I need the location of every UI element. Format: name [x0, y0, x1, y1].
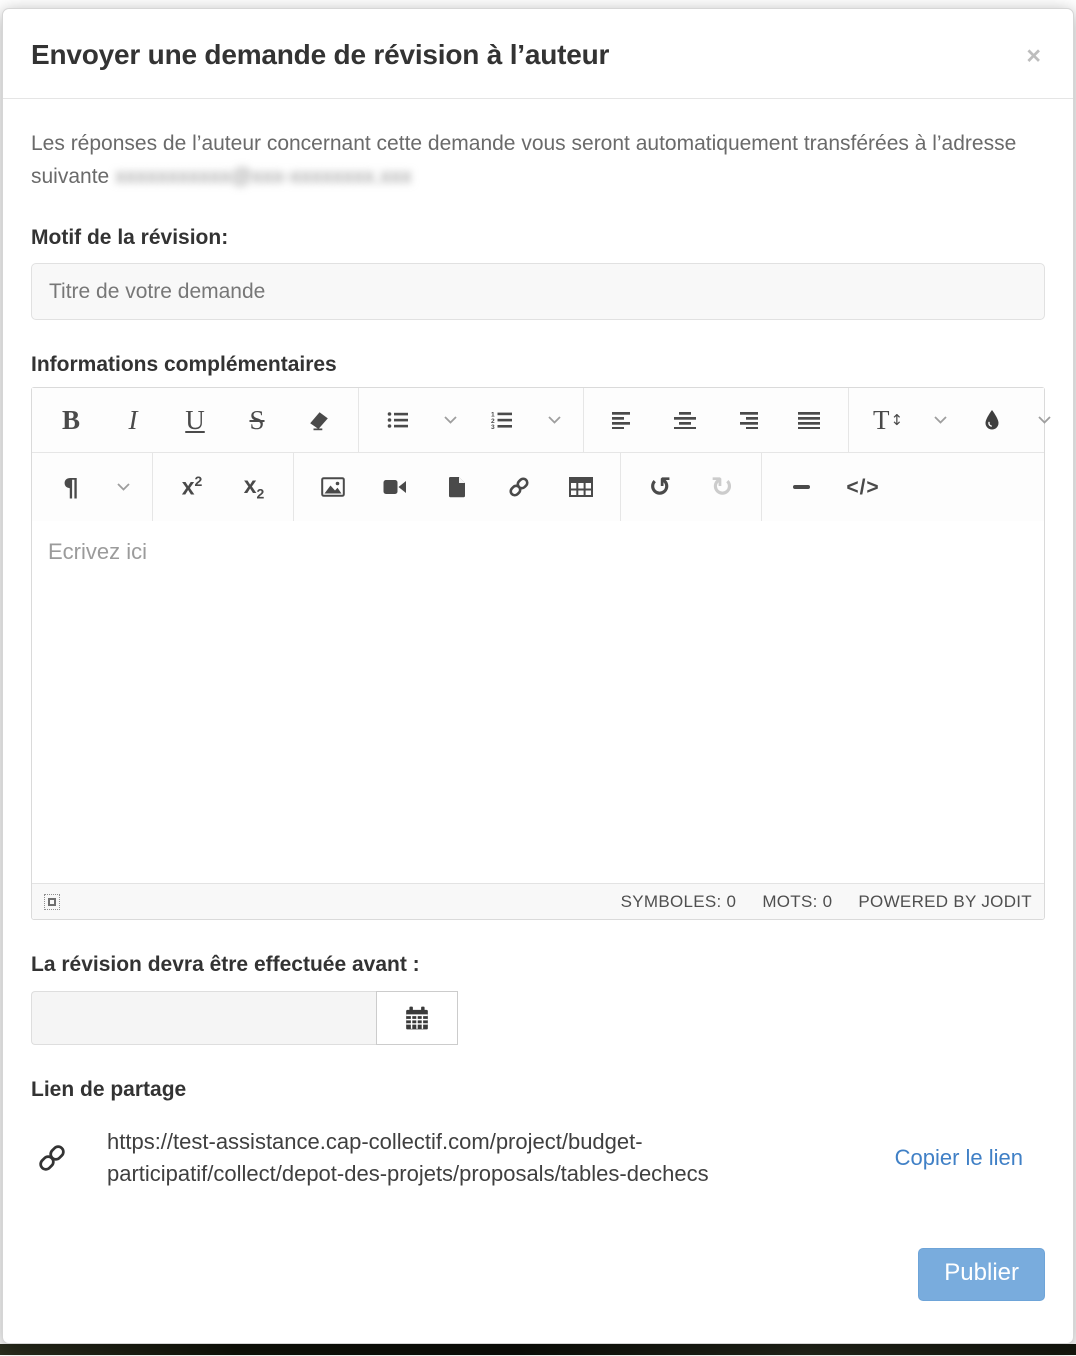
font-size-button[interactable]: [857, 388, 919, 452]
share-url-text: https://test-assistance.cap-collectif.com/project/budget-participatif/collect/depot-des-projets/proposals/tables-dechecs: [107, 1129, 709, 1186]
subscript-icon: $x_2$: [243, 472, 265, 502]
editor-label: Informations complémentaires: [31, 353, 337, 377]
align-center-button[interactable]: [654, 388, 716, 452]
motif-input[interactable]: [31, 263, 1045, 320]
align-right-icon: [736, 411, 758, 429]
video-icon: [383, 478, 407, 496]
svg-text:1: 1: [491, 411, 495, 419]
rich-text-editor: [31, 387, 1045, 920]
bold-button[interactable]: [40, 388, 102, 452]
modal-footer: [3, 1248, 1073, 1307]
toolbar-group-font: [849, 388, 1073, 452]
modal-title: Envoyer une demande de révision à l’auteur: [31, 39, 610, 70]
unordered-list-button[interactable]: [367, 388, 429, 452]
insert-video-button[interactable]: [364, 453, 426, 521]
unordered-list-chevron[interactable]: [429, 388, 471, 452]
eraser-button[interactable]: [288, 388, 350, 452]
resize-handle-icon[interactable]: [44, 894, 60, 910]
ordered-list-icon: [491, 410, 513, 430]
insert-file-button[interactable]: [426, 453, 488, 521]
toolbar-group-paragraph: [32, 453, 153, 521]
toolbar-group-script: [153, 453, 294, 521]
svg-text:3: 3: [491, 424, 495, 431]
redo-button[interactable]: [691, 453, 753, 521]
redo-icon: ↻: [710, 471, 734, 503]
image-icon: [321, 477, 345, 497]
copy-link-button[interactable]: Copier le lien: [894, 1144, 1023, 1170]
ordered-list-chevron[interactable]: [533, 388, 575, 452]
editor-toolbar-row-2: [32, 452, 1044, 521]
page-background-strip: [0, 1344, 1076, 1355]
intro-text-main: Les réponses de l’auteur concernant cette demande vous seront automatiquement transférées à l’adresse suivante: [31, 132, 1017, 188]
redacted-email: xxxxxxxxxxx@xxx-xxxxxxxx.xxx: [115, 164, 412, 188]
align-left-icon: [612, 411, 634, 429]
svg-text:2: 2: [491, 417, 495, 425]
subscript-button[interactable]: [223, 453, 285, 521]
motif-label: Motif de la révision:: [31, 226, 229, 250]
paragraph-icon: ¶: [63, 472, 79, 502]
revision-request-modal: [2, 8, 1074, 1344]
source-code-button[interactable]: [832, 453, 894, 521]
editor-statusbar: [32, 883, 1044, 919]
calendar-icon: [404, 1005, 430, 1031]
eraser-icon: [308, 409, 330, 431]
calendar-button[interactable]: [376, 991, 458, 1045]
editor-toolbar-row-1: [32, 388, 1044, 452]
strikethrough-button[interactable]: [226, 388, 288, 452]
chevron-down-icon: [444, 416, 457, 424]
table-icon: [569, 477, 593, 497]
file-icon: [447, 476, 467, 498]
chain-link-icon: [37, 1143, 67, 1173]
close-icon[interactable]: ×: [1026, 42, 1041, 70]
chevron-down-icon: [1038, 416, 1051, 424]
powered-by-jodit-link[interactable]: POWERED BY JODIT: [858, 891, 1032, 911]
chevron-down-icon: [548, 416, 561, 424]
words-count: MOTS: 0: [762, 891, 833, 911]
ordered-list-button[interactable]: [471, 388, 533, 452]
modal-body: [3, 128, 1073, 1190]
superscript-button[interactable]: [161, 453, 223, 521]
symbols-count: SYMBOLES: 0: [620, 891, 737, 911]
align-center-icon: [674, 411, 696, 429]
publish-button[interactable]: Publier: [918, 1248, 1045, 1301]
unordered-list-icon: [387, 410, 409, 430]
undo-button[interactable]: [629, 453, 691, 521]
toolbar-group-lists: [359, 388, 584, 452]
strikethrough-icon: S: [249, 404, 265, 435]
link-icon: [508, 476, 530, 498]
modal-header: [3, 9, 1073, 99]
toolbar-group-align: [584, 388, 849, 452]
deadline-input-group: [31, 991, 458, 1045]
intro-text: [31, 128, 1041, 193]
font-size-icon: T: [872, 404, 890, 435]
paragraph-button[interactable]: [40, 453, 102, 521]
paragraph-chevron[interactable]: [102, 453, 144, 521]
editor-content-area[interactable]: [32, 521, 1044, 883]
insert-link-button[interactable]: [488, 453, 550, 521]
toolbar-group-insert: [294, 453, 621, 521]
italic-icon: I: [128, 404, 138, 435]
underline-button[interactable]: [164, 388, 226, 452]
font-size-chevron[interactable]: [919, 388, 961, 452]
chevron-down-icon: [117, 483, 130, 491]
editor-placeholder: Ecrivez ici: [48, 539, 148, 565]
bold-icon: B: [61, 404, 80, 435]
underline-icon: U: [185, 404, 205, 435]
italic-button[interactable]: [102, 388, 164, 452]
source-code-icon: </>: [846, 475, 880, 499]
font-size-arrow-icon: ↕: [890, 411, 904, 430]
toolbar-group-misc: [762, 453, 902, 521]
chevron-down-icon: [934, 416, 947, 424]
align-right-button[interactable]: [716, 388, 778, 452]
align-left-button[interactable]: [592, 388, 654, 452]
deadline-label: La révision devra être effectuée avant :: [31, 953, 420, 977]
insert-image-button[interactable]: [302, 453, 364, 521]
toolbar-group-history: [621, 453, 762, 521]
horizontal-rule-icon: [793, 485, 810, 489]
align-justify-button[interactable]: [778, 388, 840, 452]
fill-color-icon: [982, 409, 1002, 431]
align-justify-icon: [798, 411, 820, 429]
horizontal-rule-button[interactable]: [770, 453, 832, 521]
fill-color-chevron[interactable]: [1023, 388, 1065, 452]
superscript-icon: $x^2$: [181, 473, 203, 500]
deadline-date-input[interactable]: [31, 991, 376, 1045]
undo-icon: ↺: [648, 471, 672, 503]
share-link-label: Lien de partage: [31, 1078, 187, 1102]
insert-table-button[interactable]: [550, 453, 612, 521]
toolbar-group-text-style: [32, 388, 359, 452]
share-link-row: [31, 1126, 1045, 1190]
fill-color-button[interactable]: [961, 388, 1023, 452]
